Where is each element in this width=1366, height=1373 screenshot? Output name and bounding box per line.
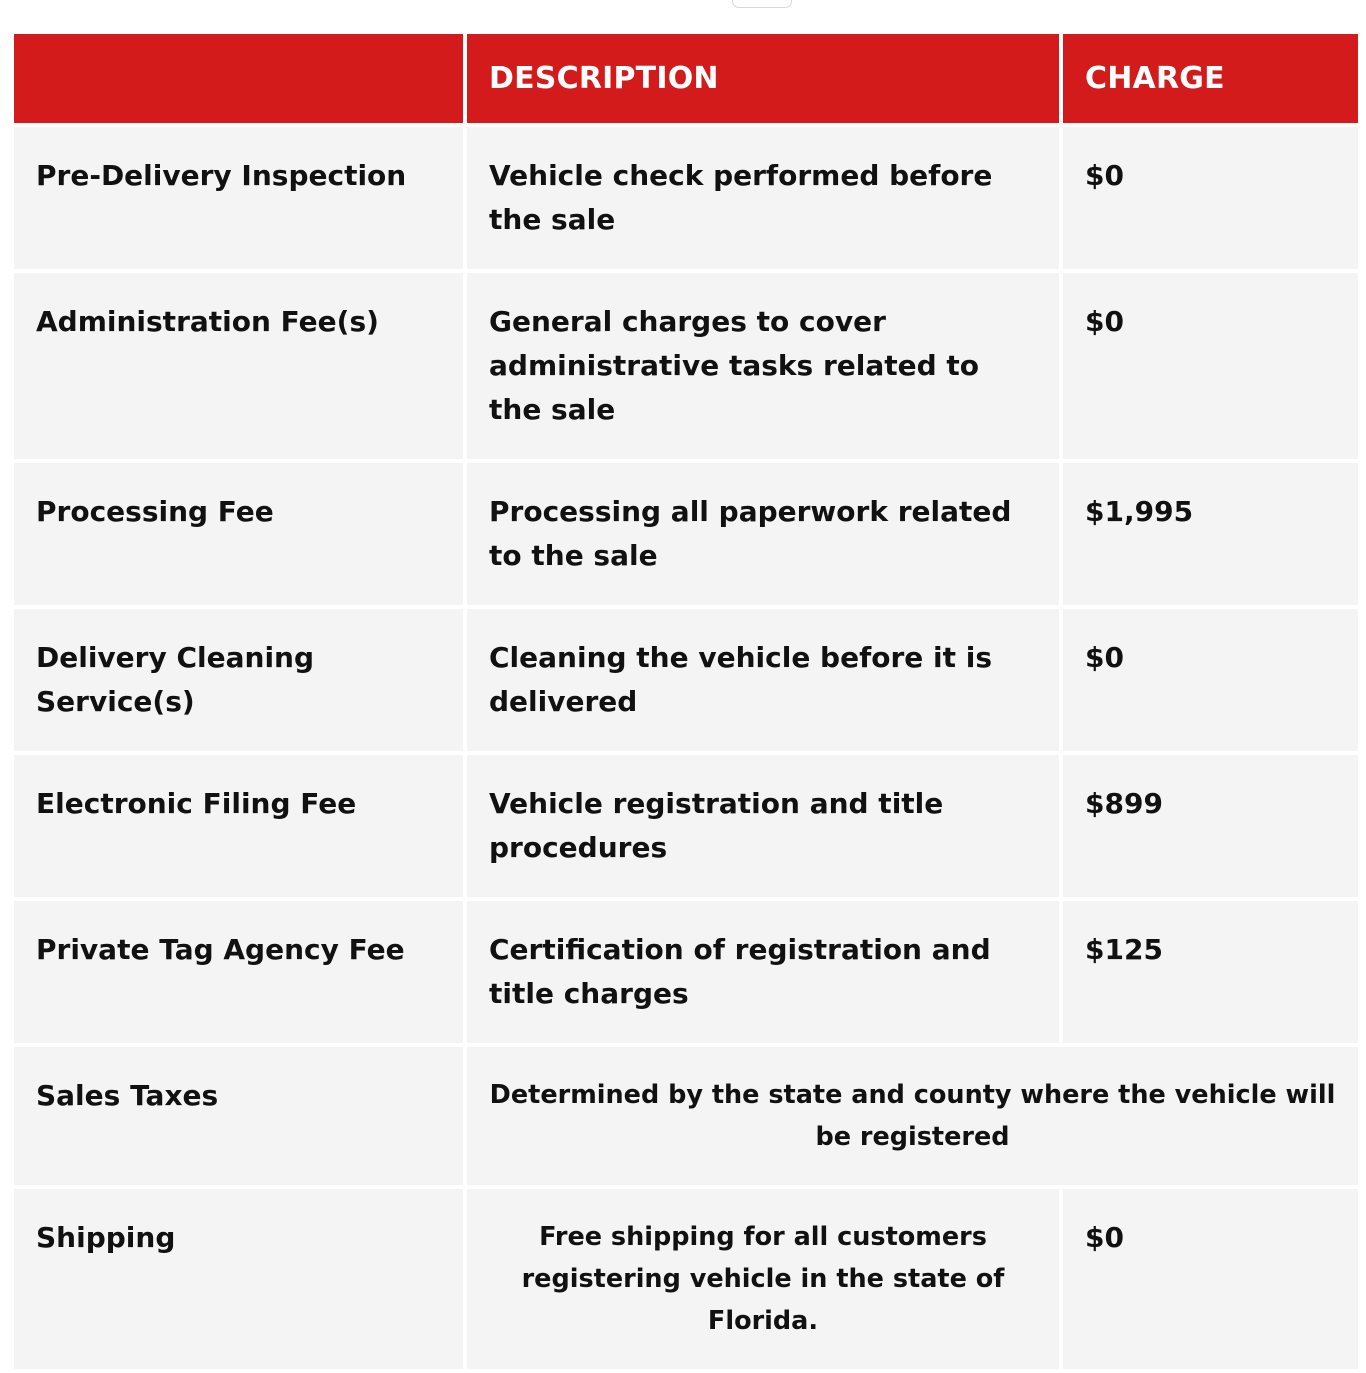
fee-name: Processing Fee bbox=[14, 463, 463, 605]
fee-charge: $0 bbox=[1063, 1189, 1358, 1369]
fee-description: Free shipping for all customers registering vehicle in the state of Florida. bbox=[467, 1189, 1059, 1369]
fee-description: Vehicle registration and title procedures bbox=[467, 755, 1059, 897]
fee-description: Vehicle check performed before the sale bbox=[467, 127, 1059, 269]
fee-name: Administration Fee(s) bbox=[14, 273, 463, 459]
fee-description: Certification of registration and title charges bbox=[467, 901, 1059, 1043]
table-row bbox=[14, 127, 1358, 269]
fee-name: Sales Taxes bbox=[14, 1047, 463, 1185]
fee-name: Private Tag Agency Fee bbox=[14, 901, 463, 1043]
table-header-row bbox=[14, 34, 1358, 123]
table-row bbox=[14, 1047, 1358, 1185]
fee-description: General charges to cover administrative tasks related to the sale bbox=[467, 273, 1059, 459]
table-row bbox=[14, 609, 1358, 751]
fee-name: Shipping bbox=[14, 1189, 463, 1369]
header-charge: CHARGE bbox=[1063, 34, 1358, 123]
fee-description: Determined by the state and county where the vehicle will be registered bbox=[467, 1047, 1358, 1185]
table-row bbox=[14, 273, 1358, 459]
header-description: DESCRIPTION bbox=[467, 34, 1059, 123]
fee-charge: $125 bbox=[1063, 901, 1358, 1043]
fee-description: Processing all paperwork related to the sale bbox=[467, 463, 1059, 605]
table-row bbox=[14, 901, 1358, 1043]
fee-name: Pre-Delivery Inspection bbox=[14, 127, 463, 269]
scroll-handle[interactable] bbox=[732, 0, 792, 8]
fees-table bbox=[10, 30, 1362, 1373]
fee-charge: $0 bbox=[1063, 127, 1358, 269]
fee-charge: $1,995 bbox=[1063, 463, 1358, 605]
fee-name: Electronic Filing Fee bbox=[14, 755, 463, 897]
table-row bbox=[14, 755, 1358, 897]
fee-charge: $0 bbox=[1063, 273, 1358, 459]
header-item bbox=[14, 34, 463, 123]
fee-charge: $0 bbox=[1063, 609, 1358, 751]
table-row bbox=[14, 1189, 1358, 1369]
fee-charge: $899 bbox=[1063, 755, 1358, 897]
fee-description: Cleaning the vehicle before it is delivered bbox=[467, 609, 1059, 751]
fee-name: Delivery Cleaning Service(s) bbox=[14, 609, 463, 751]
table-row bbox=[14, 463, 1358, 605]
